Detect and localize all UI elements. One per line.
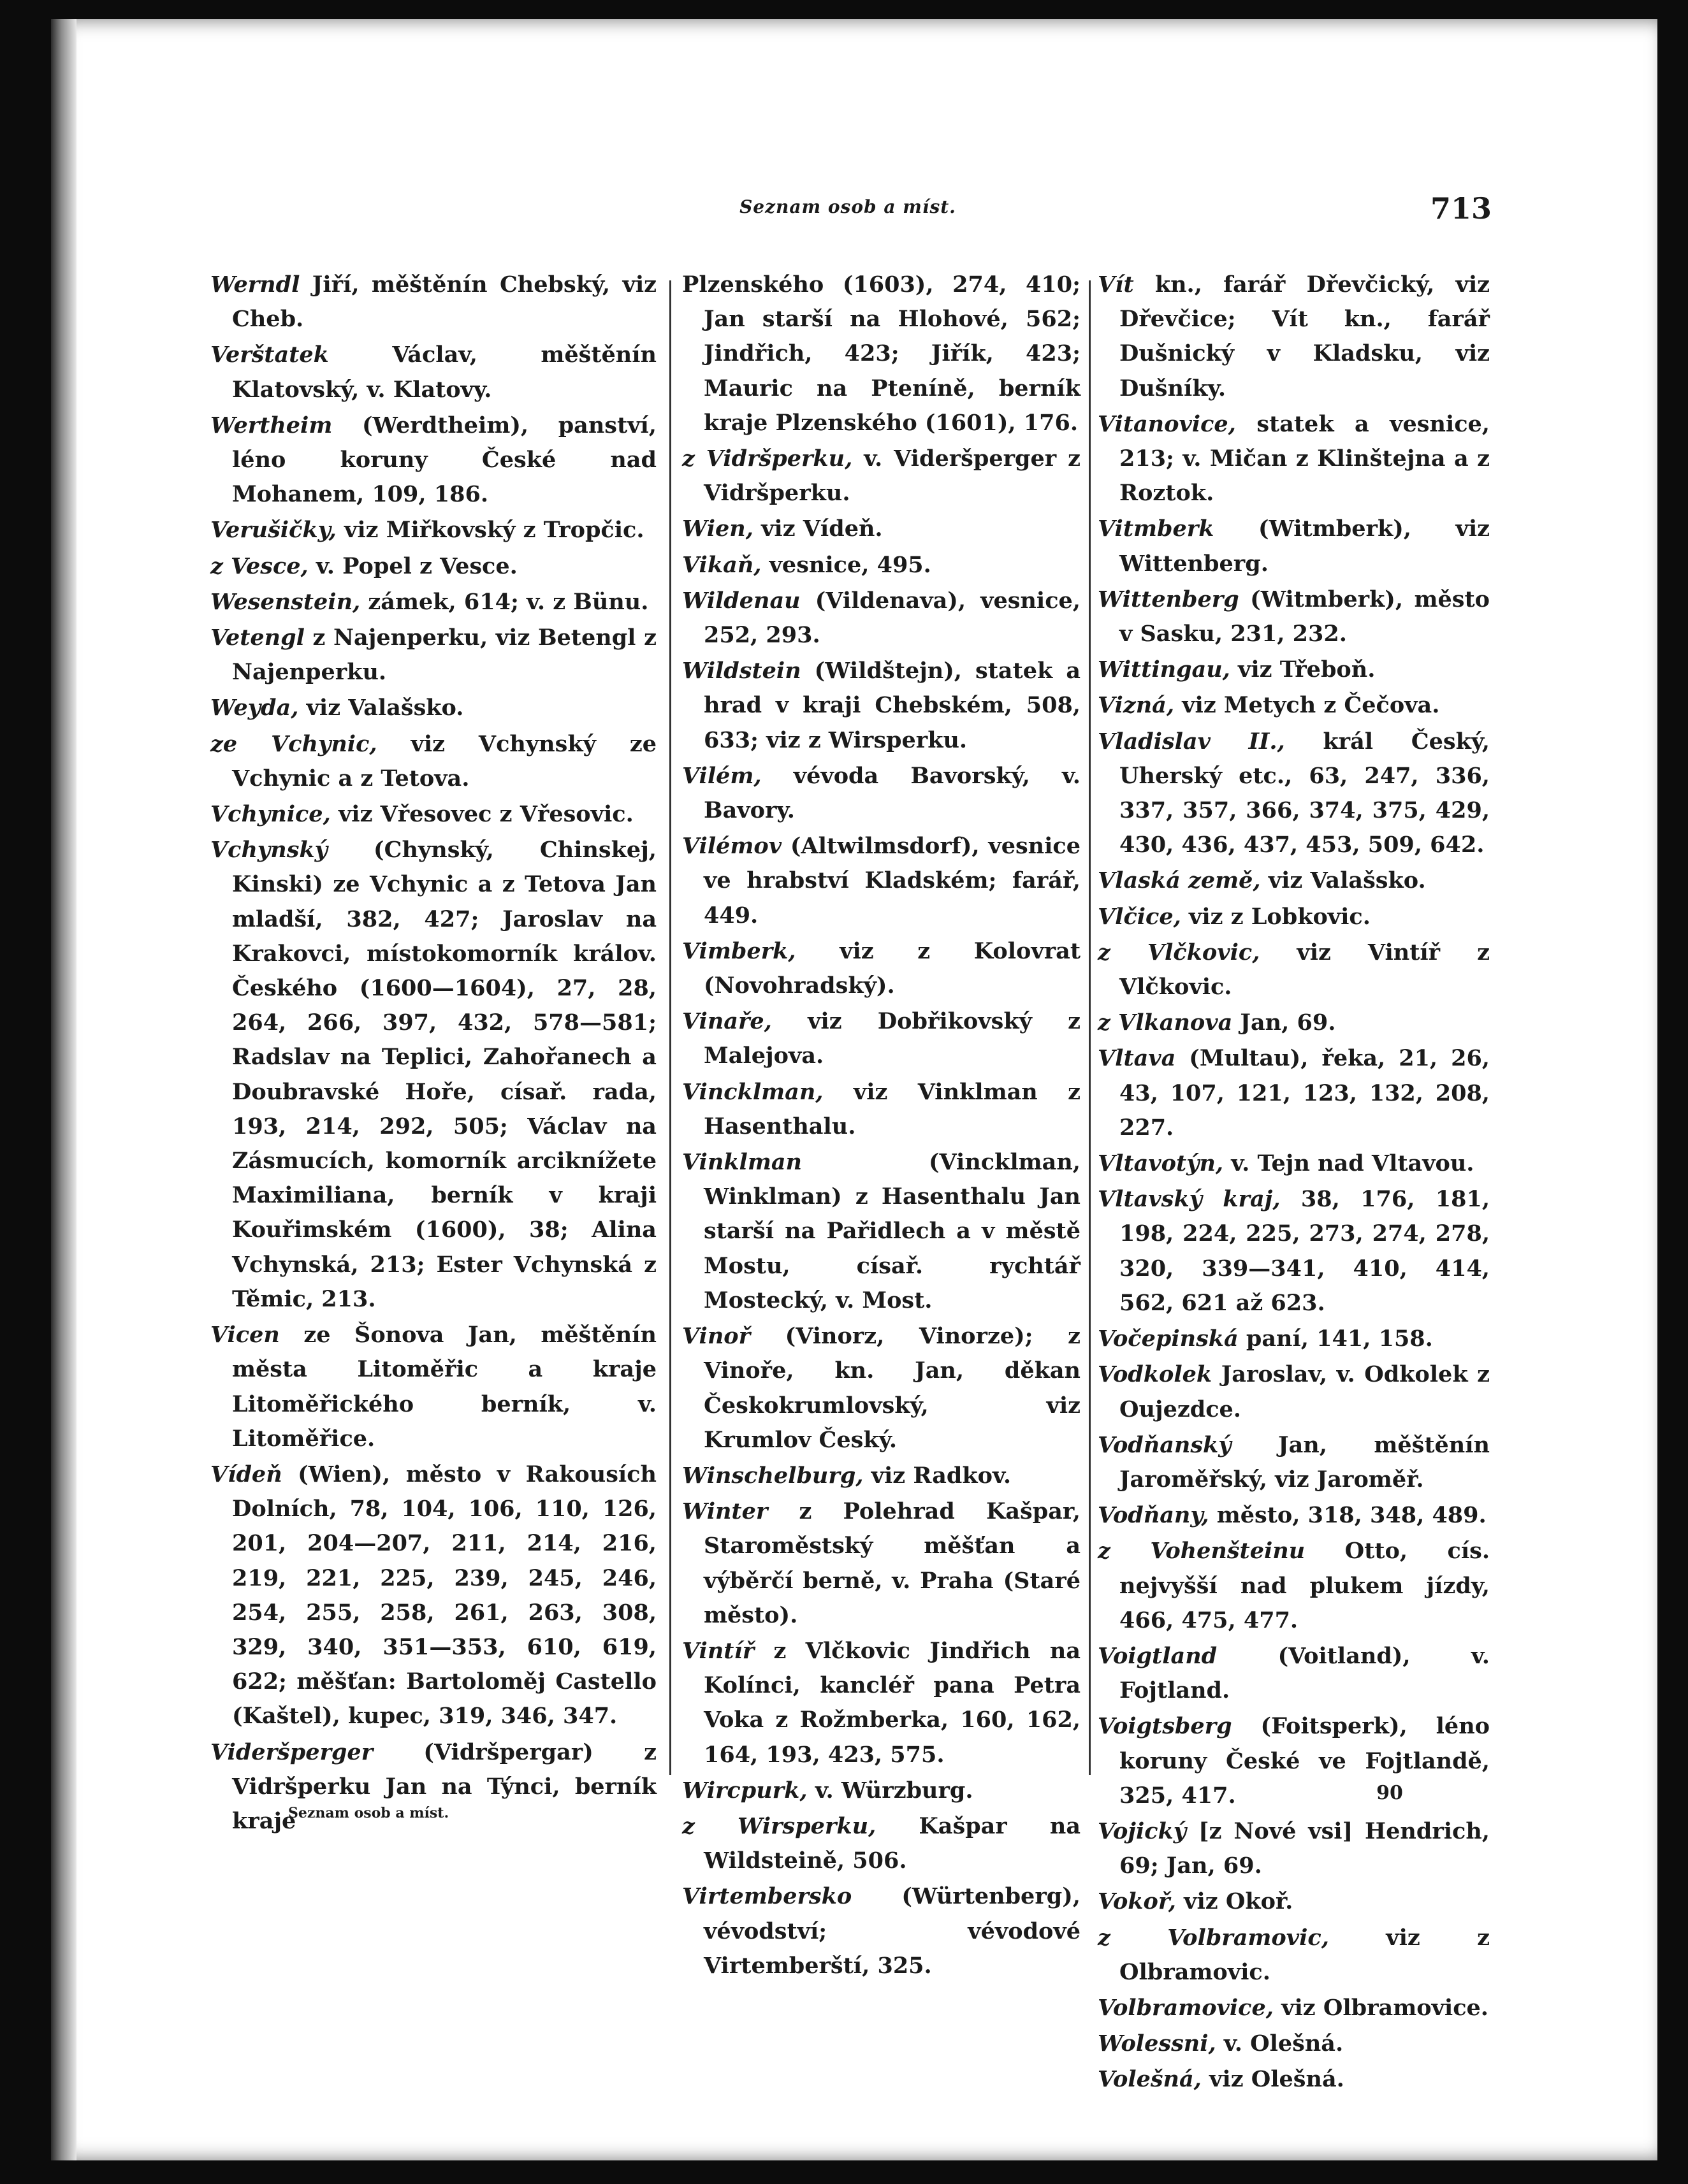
entry-headword: Wertheim: [210, 412, 333, 438]
entry-headword: Winschelburg,: [682, 1462, 864, 1489]
index-entry: [210, 691, 657, 725]
index-entry: [210, 549, 657, 584]
entry-headword: Vídeň: [210, 1461, 282, 1487]
entry-text: v. Videršperger z Vidršperku.: [704, 445, 1081, 507]
entry-headword: ze Vchynic,: [210, 730, 377, 757]
entry-text: vesnice, 495.: [761, 551, 931, 578]
column-divider: [1089, 280, 1091, 1775]
entry-text: viz Vídeň.: [753, 516, 883, 542]
entry-text: (Wien), město v Rakousích Dolních, 78, 104, 106, 110, 126, 201, 204—207, 211, 214, 216, 219, 221, 225, 239, 245, 246, 254, 255, 258, 261, 263, 308, 329, 340, 351—353, 610, 619, 622; měšťan: Bartoloměj Castello (Kaštel), kupec, 319, 346, 347.: [232, 1461, 657, 1730]
index-entry: [210, 1735, 657, 1839]
entry-text: zámek, 614; v. z Bünu.: [360, 588, 649, 615]
entry-text: (Voitland), v. Fojtland.: [1119, 1642, 1490, 1704]
page-number: 713: [1430, 191, 1492, 226]
entry-text: viz Vřesovec z Vřesovic.: [330, 801, 634, 828]
entry-headword: z Vesce,: [210, 553, 309, 579]
index-entry: [210, 585, 657, 619]
column-divider: [669, 280, 671, 1775]
entry-text: Jaroslav, v. Odkolek z Oujezdce.: [1119, 1361, 1490, 1422]
entry-text: Jan, 69.: [1232, 1009, 1336, 1036]
entry-headword: z Vlkanova: [1098, 1009, 1233, 1036]
entry-text: vévoda Bavorský, v. Bavory.: [704, 762, 1080, 824]
entry-headword: Verušičky,: [210, 517, 337, 544]
index-entry: [1098, 653, 1490, 687]
entry-headword: Winter: [682, 1498, 768, 1525]
index-entry: [210, 1318, 657, 1456]
entry-text: Otto, cís. nejvyšší nad plukem jízdy, 466, 475, 477.: [1119, 1538, 1490, 1633]
entry-text: (Witmberk), město v Sasku, 231, 232.: [1119, 586, 1490, 647]
entry-text: viz z Lobkovic.: [1181, 903, 1371, 930]
index-entry: [682, 759, 1080, 828]
entry-text: Kašpar na Wildsteině, 506.: [704, 1812, 1081, 1874]
index-entry: [1098, 1428, 1490, 1497]
index-entry: [1098, 1146, 1490, 1181]
entry-headword: z Vlčkovic,: [1098, 939, 1260, 965]
entry-headword: z Wirsperku,: [682, 1812, 877, 1839]
index-entry: [210, 338, 657, 407]
entry-headword: Vodňany,: [1098, 1502, 1209, 1529]
entry-headword: Verštatek: [210, 342, 329, 368]
entry-text: (Witmberk), viz Wittenberg.: [1119, 516, 1490, 577]
index-entry: [682, 1809, 1080, 1878]
index-entry: [682, 1879, 1080, 1983]
entry-headword: Vinoř: [682, 1323, 751, 1350]
index-entry: [682, 268, 1080, 440]
index-entry: [1098, 1991, 1490, 2025]
index-entry: [1098, 2027, 1490, 2061]
index-entry: [210, 833, 657, 1317]
entry-text: město, 318, 348, 489.: [1209, 1502, 1487, 1529]
index-entry: [682, 1459, 1080, 1493]
index-entry: [210, 1457, 657, 1734]
entry-text: (Vincklman, Winklman) z Hasenthalu Jan starší na Pařidlech a v městě Mostu, císař. rychtář Mostecký, v. Most.: [704, 1149, 1080, 1313]
entry-headword: Vodňanský: [1098, 1431, 1232, 1458]
index-entry: [682, 512, 1080, 546]
entry-text: (Foitsperk), léno koruny České ve Fojtlandě, 325, 417.: [1119, 1713, 1490, 1809]
entry-headword: Vincklman,: [682, 1078, 824, 1105]
index-entry: [682, 1145, 1080, 1318]
entry-headword: Wildstein: [682, 658, 801, 684]
index-entry: [682, 1774, 1080, 1808]
entry-headword: Wolessni,: [1098, 2030, 1216, 2057]
entry-headword: Vetengl: [210, 625, 305, 651]
running-title: Seznam osob a míst.: [739, 196, 956, 217]
entry-text: viz Valašsko.: [1260, 867, 1426, 894]
entry-text: kn., farář Dřevčický, viz Dřevčice; Vít kn., farář Dušnický v Kladsku, viz Dušníky.: [1119, 271, 1490, 401]
signature-number: 90: [1376, 1782, 1403, 1804]
entry-headword: Vodkolek: [1098, 1361, 1212, 1388]
entry-headword: Vinklman: [682, 1149, 802, 1176]
index-entry: [1098, 268, 1490, 406]
entry-text: viz Okoř.: [1175, 1888, 1293, 1915]
index-entry: [1098, 1534, 1490, 1638]
entry-headword: Wildenau: [682, 587, 801, 614]
entry-headword: Voigtland: [1098, 1642, 1218, 1669]
entry-text: [z Nové vsi] Hendrich, 69; Jan, 69.: [1119, 1818, 1490, 1879]
index-entry: [1098, 725, 1490, 863]
index-entry: [1098, 1357, 1490, 1426]
entry-text: král Český, Uherský etc., 63, 247, 336, 337, 357, 366, 374, 375, 429, 430, 436, 437, 453, 509, 642.: [1119, 728, 1490, 858]
entry-text: statek a vesnice, 213; v. Mičan z Klinštejna a z Roztok.: [1119, 410, 1490, 507]
entry-headword: z Volbramovic,: [1098, 1924, 1329, 1951]
entry-headword: Wesenstein,: [210, 588, 361, 615]
index-entry: [1098, 1639, 1490, 1708]
entry-headword: Vočepinská: [1098, 1326, 1239, 1352]
entry-text: Jiří, měštěnín Chebský, viz Cheb.: [232, 271, 657, 333]
entry-text: viz Metych z Čečova.: [1174, 692, 1440, 719]
entry-headword: Weyda,: [210, 695, 299, 721]
index-entry: [1098, 582, 1490, 651]
entry-headword: Virtembersko: [682, 1883, 852, 1910]
entry-headword: Vltavský kraj,: [1098, 1186, 1281, 1213]
index-entry: [1098, 864, 1490, 898]
entry-headword: Vchynský: [210, 837, 328, 864]
index-entry: [210, 268, 657, 336]
entry-headword: Voigtsberg: [1098, 1713, 1232, 1740]
entry-text: viz Olešná.: [1201, 2066, 1344, 2093]
entry-headword: Vltava: [1098, 1045, 1176, 1072]
entry-text: v. Olešná.: [1216, 2030, 1344, 2057]
entry-text: (Vidršpergar) z Vidršperku Jan na Týnci, berník kraje: [232, 1739, 657, 1834]
entry-headword: Wittingau,: [1098, 656, 1230, 683]
index-entry: [682, 1634, 1080, 1772]
index-entry: [1098, 1709, 1490, 1813]
index-entry: [1098, 900, 1490, 934]
entry-headword: Vchynice,: [210, 801, 331, 828]
index-entry: [682, 584, 1080, 653]
entry-text: (Chynský, Chinskej, Kinski) ze Vchynic a z Tetova Jan mladší, 382, 427; Jaroslav na Krakovci, místokomorník králov. Českého (1600—1604), 27, 28, 264, 266, 397, 432, 578—581; Radslav na Teplici, Zahořanech a Doubravské Hoře, císař. rada, 193, 214, 292, 505; Václav na Zásmucích, komorník arciknížete Maximiliana, berník v kraji Kouřimském (1600), 38; Alina Vchynská, 213; Ester Vchynská z Těmic, 213.: [232, 837, 657, 1312]
index-entry: [1098, 1182, 1490, 1320]
entry-text: viz Dobřikovský z Malejova.: [704, 1008, 1080, 1069]
entry-headword: Vimberk,: [682, 937, 796, 964]
entry-headword: Vladislav II.,: [1098, 728, 1285, 755]
entry-headword: Vitmberk: [1098, 516, 1214, 542]
entry-text: viz z Olbramovic.: [1119, 1924, 1490, 1985]
entry-text: (Würtenberg), vévodství; vévodové Virtemberští, 325.: [704, 1883, 1080, 1979]
index-entry: [682, 1319, 1080, 1457]
index-entry: [210, 409, 657, 512]
entry-headword: Wircpurk,: [682, 1777, 808, 1804]
index-entry: [682, 1075, 1080, 1144]
index-entry: [1098, 936, 1490, 1004]
entry-text: viz Radkov.: [863, 1462, 1012, 1489]
entry-headword: Vlaská země,: [1098, 867, 1261, 894]
entry-headword: Vitanovice,: [1098, 410, 1236, 437]
index-entry: [1098, 1884, 1490, 1919]
entry-headword: Vilémov: [682, 833, 782, 860]
entry-text: (Wildštejn), statek a hrad v kraji Chebském, 508, 633; viz z Wirsperku.: [704, 658, 1080, 753]
index-entry: [682, 442, 1080, 510]
entry-text: (Multau), řeka, 21, 26, 43, 107, 121, 123, 132, 208, 227.: [1119, 1045, 1490, 1141]
entry-headword: Vltavotýn,: [1098, 1150, 1224, 1177]
entry-text: z Vlčkovic Jindřich na Kolínci, kancléř pana Petra Voka z Rožmberka, 160, 162, 164, 193, 423, 575.: [704, 1637, 1080, 1768]
entry-headword: Vít: [1098, 271, 1134, 298]
entry-headword: Vlčice,: [1098, 903, 1181, 930]
index-entry: [682, 829, 1080, 933]
entry-headword: Vojický: [1098, 1818, 1187, 1844]
entry-headword: Vintíř: [682, 1637, 755, 1664]
entry-text: z Polehrad Kašpar, Staroměstský měšťan a výběrčí berně, v. Praha (Staré město).: [704, 1498, 1080, 1628]
index-entry: [1098, 1041, 1490, 1145]
entry-text: Jan, měštěnín Jaroměřský, viz Jaroměř.: [1119, 1431, 1490, 1493]
index-entry: [1098, 1322, 1490, 1356]
index-entry: [1098, 1006, 1490, 1040]
entry-text: viz Miřkovský z Tropčic.: [336, 517, 644, 544]
entry-headword: Werndl: [210, 271, 300, 298]
entry-text: (Werdtheim), panství, léno koruny České nad Mohanem, 109, 186.: [232, 412, 657, 508]
entry-text: z Najenperku, viz Betengl z Najenperku.: [232, 625, 657, 686]
entry-headword: z Vohenšteinu: [1098, 1538, 1306, 1565]
binding-gutter: [51, 19, 76, 2160]
entry-text: viz Vinklman z Hasenthalu.: [704, 1078, 1080, 1139]
entry-text: viz Třeboň.: [1230, 656, 1376, 683]
entry-text: (Vinorz, Vinorze); z Vinoře, kn. Jan, děkan Českokrumlovský, viz Krumlov Český.: [704, 1323, 1080, 1453]
index-column-2: [682, 268, 1081, 1979]
entry-headword: Volbramovice,: [1098, 1994, 1274, 2021]
entry-headword: Vilém,: [682, 762, 762, 789]
entry-text: ze Šonova Jan, měštěnín města Litoměřic a kraje Litoměřického berník, v. Litoměřice.: [232, 1322, 657, 1452]
entry-headword: Vicen: [210, 1322, 280, 1349]
index-entry: [682, 934, 1080, 1003]
index-entry: [1098, 1921, 1490, 1990]
entry-text: viz z Kolovrat (Novohradský).: [704, 937, 1080, 999]
entry-headword: Volešná,: [1098, 2066, 1202, 2093]
entry-text: paní, 141, 158.: [1238, 1326, 1433, 1352]
entry-text: v. Popel z Vesce.: [308, 553, 518, 579]
entry-text: viz Vchynský ze Vchynic a z Tetova.: [232, 730, 657, 792]
entry-headword: Videršperger: [210, 1739, 374, 1765]
index-entry: [682, 1494, 1080, 1633]
entry-text: viz Valašsko.: [298, 695, 464, 721]
signature-mark: Seznam osob a míst.: [288, 1805, 449, 1821]
entry-text: v. Würzburg.: [807, 1777, 973, 1804]
index-entry: [210, 621, 657, 690]
entry-headword: Vikaň,: [682, 551, 762, 578]
entry-text: v. Tejn nad Vltavou.: [1223, 1150, 1474, 1177]
entry-text: viz Vintíř z Vlčkovic.: [1119, 939, 1490, 1001]
entry-text: Plzenského (1603), 274, 410; Jan starší na Hlohové, 562; Jindřich, 423; Jiřík, 423; Mauric na Pteníně, berník kraje Plzenského (1601), 176.: [682, 271, 1080, 436]
entry-text: viz Olbramovice.: [1273, 1994, 1488, 2021]
entry-headword: Vizná,: [1098, 692, 1175, 719]
index-entry: [682, 1004, 1080, 1073]
index-entry: [1098, 2062, 1490, 2097]
entry-text: (Vildenava), vesnice, 252, 293.: [704, 587, 1080, 649]
entry-headword: z Vidršperku,: [682, 445, 853, 472]
index-entry: [1098, 1814, 1490, 1883]
index-entry: [210, 513, 657, 547]
entry-text: 38, 176, 181, 198, 224, 225, 273, 274, 278, 320, 339—341, 410, 414, 562, 621 až 623.: [1119, 1186, 1490, 1316]
entry-headword: Vinaře,: [682, 1008, 772, 1035]
entry-headword: Wittenberg: [1098, 586, 1239, 612]
entry-text: Václav, měštěnín Klatovský, v. Klatovy.: [232, 342, 657, 403]
index-entry: [682, 548, 1080, 582]
index-entry: [1098, 1498, 1490, 1533]
entry-headword: Wien,: [682, 516, 753, 542]
index-entry: [1098, 688, 1490, 723]
index-entry: [682, 654, 1080, 758]
entry-headword: Vokoř,: [1098, 1888, 1176, 1915]
index-entry: [1098, 512, 1490, 581]
index-entry: [210, 797, 657, 832]
index-entry: [210, 727, 657, 796]
entry-text: (Altwilmsdorf), vesnice ve hrabství Kladském; farář, 449.: [704, 833, 1080, 929]
index-entry: [1098, 407, 1490, 511]
